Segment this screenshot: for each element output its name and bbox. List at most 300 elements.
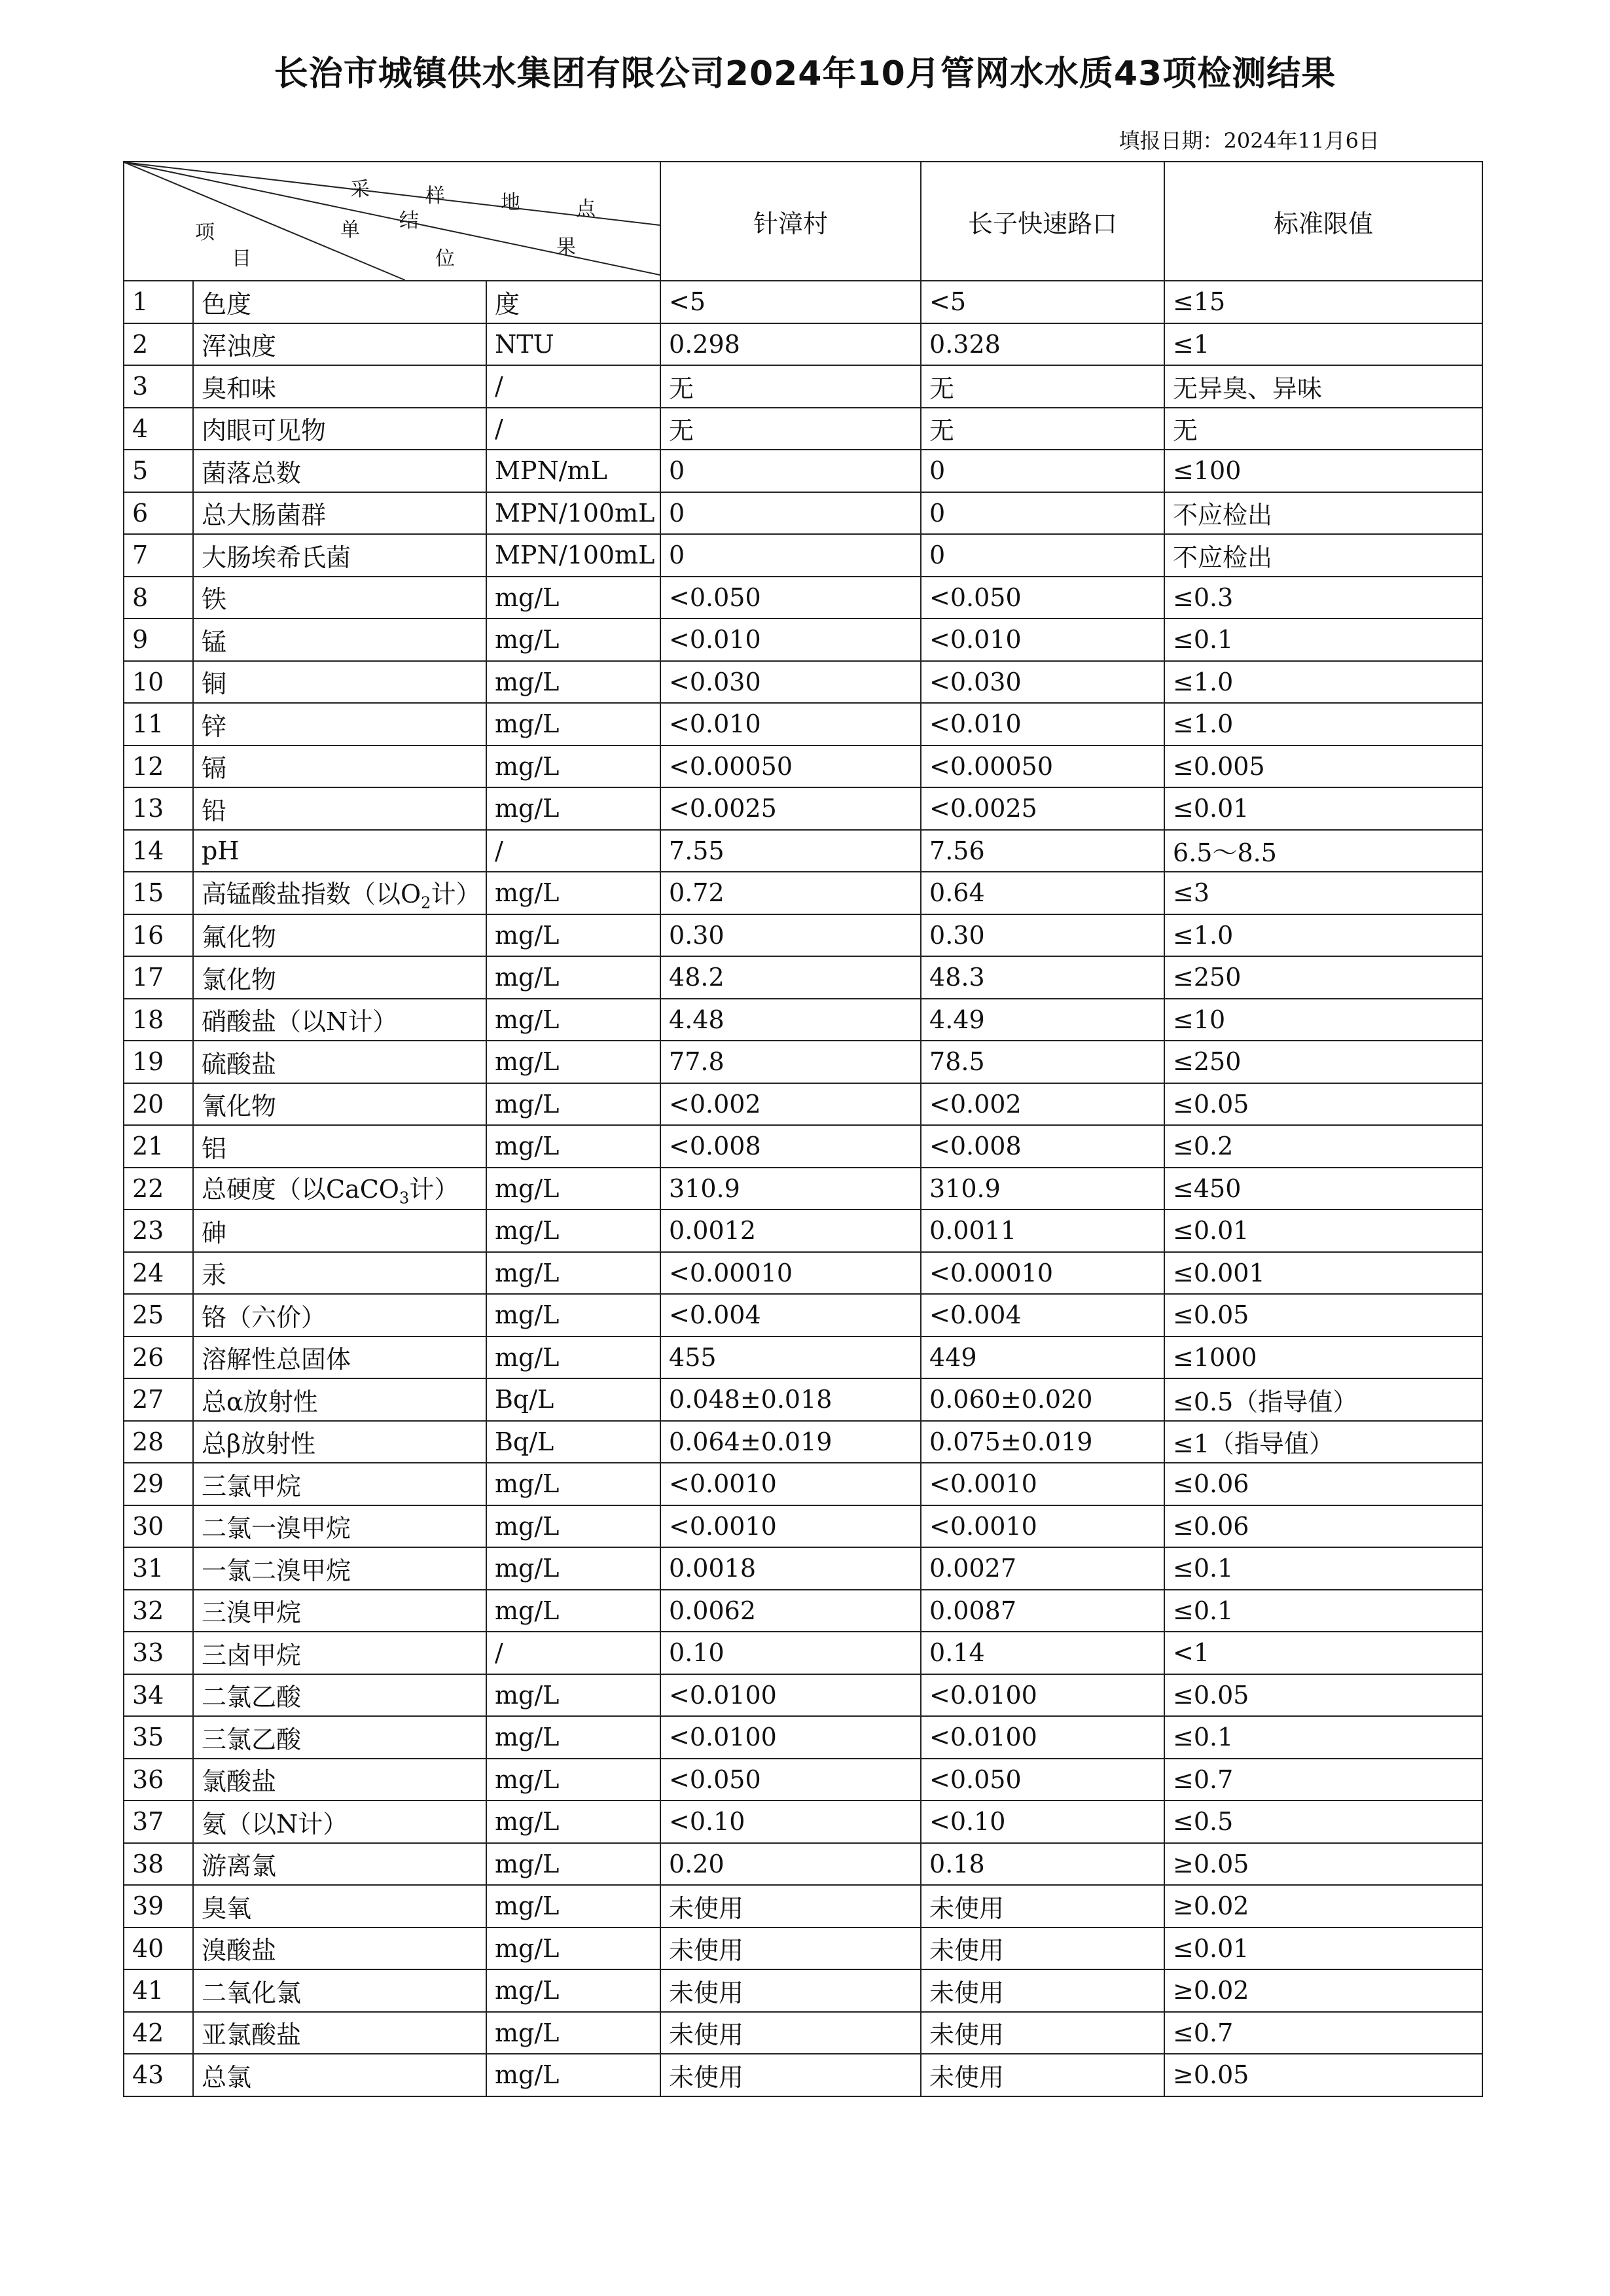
diag-label: 目 (232, 247, 251, 270)
row-number: 18 (124, 999, 193, 1041)
value-site1: 0 (660, 450, 921, 492)
row-number: 31 (124, 1547, 193, 1590)
unit: mg/L (486, 1928, 660, 1970)
item-name: 铁 (193, 577, 486, 619)
table-row (124, 1632, 1482, 1674)
table-row (124, 1759, 1482, 1801)
item-name: 铝 (193, 1125, 486, 1168)
item-name: 氰化物 (193, 1083, 486, 1126)
item-name: 汞 (193, 1252, 486, 1295)
unit: mg/L (486, 1590, 660, 1632)
standard-limit: 6.5～8.5 (1164, 830, 1482, 872)
row-number: 4 (124, 408, 193, 450)
row-number: 30 (124, 1505, 193, 1548)
value-site2: <0.0010 (921, 1505, 1164, 1548)
row-number: 42 (124, 2012, 193, 2054)
value-site1: 0.048±0.018 (660, 1378, 921, 1421)
row-number: 24 (124, 1252, 193, 1295)
standard-limit: ≤0.05 (1164, 1083, 1482, 1126)
value-site1: 0 (660, 492, 921, 535)
table-row (124, 1125, 1482, 1168)
value-site1: <0.008 (660, 1125, 921, 1168)
item-name: 总β放射性 (193, 1421, 486, 1463)
value-site2: <5 (921, 281, 1164, 323)
item-name: 臭和味 (193, 365, 486, 408)
value-site1: <0.0100 (660, 1674, 921, 1717)
unit: / (486, 408, 660, 450)
item-name: 二氯一溴甲烷 (193, 1505, 486, 1548)
table-row (124, 1590, 1482, 1632)
value-site2: 0.30 (921, 914, 1164, 957)
item-name: 三氯乙酸 (193, 1716, 486, 1759)
value-site2: <0.00050 (921, 745, 1164, 788)
row-number: 40 (124, 1928, 193, 1970)
value-site1: <0.10 (660, 1801, 921, 1843)
item-name: 二氧化氯 (193, 1969, 486, 2012)
item-name: 铅 (193, 787, 486, 830)
value-site2: 0.0011 (921, 1210, 1164, 1252)
unit: / (486, 1632, 660, 1674)
row-number: 17 (124, 956, 193, 999)
standard-limit: ≤0.7 (1164, 1759, 1482, 1801)
value-site2: 0.075±0.019 (921, 1421, 1164, 1463)
standard-limit: ≤0.06 (1164, 1505, 1482, 1548)
row-number: 14 (124, 830, 193, 872)
row-number: 1 (124, 281, 193, 323)
row-number: 12 (124, 745, 193, 788)
table-row (124, 1421, 1482, 1463)
row-number: 25 (124, 1294, 193, 1336)
value-site1: 0.30 (660, 914, 921, 957)
value-site1: 0.0018 (660, 1547, 921, 1590)
table-row (124, 2012, 1482, 2054)
unit: mg/L (486, 1885, 660, 1928)
item-name: 氟化物 (193, 914, 486, 957)
row-number: 32 (124, 1590, 193, 1632)
item-name: 色度 (193, 281, 486, 323)
value-site2: <0.004 (921, 1294, 1164, 1336)
standard-limit: ≤0.01 (1164, 1928, 1482, 1970)
table-row (124, 1168, 1482, 1210)
standard-limit: ≤0.1 (1164, 1590, 1482, 1632)
item-name: 硫酸盐 (193, 1041, 486, 1083)
value-site1: 0.0012 (660, 1210, 921, 1252)
item-name: 菌落总数 (193, 450, 486, 492)
standard-limit: ≤0.1 (1164, 1547, 1482, 1590)
item-name: 硝酸盐（以N计） (193, 999, 486, 1041)
table-row (124, 2054, 1482, 2096)
unit: mg/L (486, 2012, 660, 2054)
results-table (123, 161, 1483, 2097)
value-site2: 0 (921, 492, 1164, 535)
table-row (124, 830, 1482, 872)
unit: mg/L (486, 619, 660, 661)
value-site1: 0 (660, 534, 921, 577)
value-site2: 0.060±0.020 (921, 1378, 1164, 1421)
value-site1: 310.9 (660, 1168, 921, 1210)
unit: / (486, 830, 660, 872)
item-name: 溶解性总固体 (193, 1336, 486, 1379)
row-number: 33 (124, 1632, 193, 1674)
table-row (124, 1378, 1482, 1421)
header-limit: 标准限值 (1164, 162, 1482, 281)
unit: mg/L (486, 1969, 660, 2012)
value-site1: 0.0062 (660, 1590, 921, 1632)
value-site1: 4.48 (660, 999, 921, 1041)
standard-limit: ≤1 (1164, 323, 1482, 366)
standard-limit: ≤10 (1164, 999, 1482, 1041)
table-row (124, 1252, 1482, 1295)
item-name: 二氯乙酸 (193, 1674, 486, 1717)
unit: mg/L (486, 1168, 660, 1210)
item-name: 氨（以N计） (193, 1801, 486, 1843)
standard-limit: ≤100 (1164, 450, 1482, 492)
value-site1: <0.050 (660, 577, 921, 619)
value-site2: <0.008 (921, 1125, 1164, 1168)
standard-limit: ≤0.01 (1164, 787, 1482, 830)
value-site2: <0.010 (921, 703, 1164, 745)
standard-limit: 不应检出 (1164, 534, 1482, 577)
value-site1: 未使用 (660, 1928, 921, 1970)
table-row (124, 1928, 1482, 1970)
item-name: 总氯 (193, 2054, 486, 2096)
table-row (124, 1843, 1482, 1886)
value-site1: <0.002 (660, 1083, 921, 1126)
standard-limit: ≤1.0 (1164, 661, 1482, 704)
table-row (124, 787, 1482, 830)
row-number: 15 (124, 872, 193, 914)
row-number: 34 (124, 1674, 193, 1717)
header-site1: 针漳村 (660, 162, 921, 281)
item-name: 锰 (193, 619, 486, 661)
value-site2: <0.050 (921, 577, 1164, 619)
diag-label: 结 (399, 209, 419, 232)
item-name: 总硬度（以CaCO$_3$计） (193, 1168, 486, 1210)
standard-limit: ≤0.2 (1164, 1125, 1482, 1168)
table-row (124, 1041, 1482, 1083)
value-site2: 0 (921, 450, 1164, 492)
unit: MPN/100mL (486, 534, 660, 577)
table-row (124, 914, 1482, 957)
row-number: 29 (124, 1463, 193, 1505)
value-site1: 0.20 (660, 1843, 921, 1886)
value-site1: 0.298 (660, 323, 921, 366)
value-site2: 无 (921, 365, 1164, 408)
diag-label: 样 (425, 185, 445, 207)
value-site2: <0.010 (921, 619, 1164, 661)
value-site2: 78.5 (921, 1041, 1164, 1083)
row-number: 8 (124, 577, 193, 619)
table-row (124, 365, 1482, 408)
diag-label: 果 (556, 236, 576, 259)
value-site2: <0.00010 (921, 1252, 1164, 1295)
item-name: 一氯二溴甲烷 (193, 1547, 486, 1590)
diag-label: 地 (501, 191, 520, 214)
row-number: 22 (124, 1168, 193, 1210)
value-site2: 未使用 (921, 2054, 1164, 2096)
standard-limit: ≤0.01 (1164, 1210, 1482, 1252)
value-site2: <0.10 (921, 1801, 1164, 1843)
table-row (124, 577, 1482, 619)
unit: mg/L (486, 1759, 660, 1801)
table-row (124, 281, 1482, 323)
value-site2: <0.0100 (921, 1716, 1164, 1759)
value-site1: 未使用 (660, 1885, 921, 1928)
value-site1: <0.00010 (660, 1252, 921, 1295)
unit: mg/L (486, 1505, 660, 1548)
value-site1: <0.0025 (660, 787, 921, 830)
value-site1: <5 (660, 281, 921, 323)
page-title: 长治市城镇供水集团有限公司2024年10月管网水水质43项检测结果 (274, 54, 1336, 94)
row-number: 28 (124, 1421, 193, 1463)
unit: mg/L (486, 872, 660, 914)
value-site1: 0.064±0.019 (660, 1421, 921, 1463)
standard-limit: ≥0.05 (1164, 2054, 1482, 2096)
header-site2: 长子快速路口 (921, 162, 1164, 281)
unit: mg/L (486, 745, 660, 788)
standard-limit: ≤1.0 (1164, 703, 1482, 745)
table-row (124, 661, 1482, 704)
item-name: 臭氧 (193, 1885, 486, 1928)
unit: mg/L (486, 999, 660, 1041)
value-site1: 455 (660, 1336, 921, 1379)
unit: mg/L (486, 1083, 660, 1126)
standard-limit: ≤0.1 (1164, 1716, 1482, 1759)
row-number: 35 (124, 1716, 193, 1759)
item-name: 氯酸盐 (193, 1759, 486, 1801)
table-row (124, 1969, 1482, 2012)
row-number: 27 (124, 1378, 193, 1421)
standard-limit: ≤450 (1164, 1168, 1482, 1210)
unit: mg/L (486, 1336, 660, 1379)
table-row (124, 323, 1482, 366)
table-row (124, 1801, 1482, 1843)
standard-limit: ≤1000 (1164, 1336, 1482, 1379)
table-row (124, 1885, 1482, 1928)
row-number: 43 (124, 2054, 193, 2096)
table-row (124, 872, 1482, 914)
unit: mg/L (486, 1210, 660, 1252)
item-name: 总大肠菌群 (193, 492, 486, 535)
standard-limit: 无异臭、异味 (1164, 365, 1482, 408)
value-site1: 未使用 (660, 1969, 921, 2012)
row-number: 26 (124, 1336, 193, 1379)
value-site1: <0.010 (660, 619, 921, 661)
row-number: 10 (124, 661, 193, 704)
unit: mg/L (486, 1041, 660, 1083)
unit: mg/L (486, 1463, 660, 1505)
standard-limit: ≤15 (1164, 281, 1482, 323)
row-number: 6 (124, 492, 193, 535)
unit: mg/L (486, 1252, 660, 1295)
value-site1: <0.050 (660, 1759, 921, 1801)
table-row (124, 534, 1482, 577)
table-row (124, 1210, 1482, 1252)
row-number: 41 (124, 1969, 193, 2012)
standard-limit: ≤1（指导值） (1164, 1421, 1482, 1463)
item-name: 三卤甲烷 (193, 1632, 486, 1674)
standard-limit: ≤0.7 (1164, 2012, 1482, 2054)
item-name: 溴酸盐 (193, 1928, 486, 1970)
value-site1: 无 (660, 365, 921, 408)
row-number: 13 (124, 787, 193, 830)
item-name: 总α放射性 (193, 1378, 486, 1421)
value-site2: <0.0100 (921, 1674, 1164, 1717)
item-name: 三氯甲烷 (193, 1463, 486, 1505)
value-site1: 0.72 (660, 872, 921, 914)
table-row (124, 1336, 1482, 1379)
value-site2: 0.18 (921, 1843, 1164, 1886)
unit: mg/L (486, 661, 660, 704)
unit: mg/L (486, 956, 660, 999)
unit: mg/L (486, 1294, 660, 1336)
value-site1: 48.2 (660, 956, 921, 999)
item-name: 铬（六价） (193, 1294, 486, 1336)
diagonal-header-cell (124, 162, 660, 281)
row-number: 38 (124, 1843, 193, 1886)
value-site2: <0.050 (921, 1759, 1164, 1801)
standard-limit: ≤0.06 (1164, 1463, 1482, 1505)
unit: 度 (486, 281, 660, 323)
table-row (124, 408, 1482, 450)
standard-limit: ≤0.1 (1164, 619, 1482, 661)
value-site2: 310.9 (921, 1168, 1164, 1210)
unit: mg/L (486, 1716, 660, 1759)
unit: MPN/mL (486, 450, 660, 492)
row-number: 20 (124, 1083, 193, 1126)
table-row (124, 956, 1482, 999)
item-name: 高锰酸盐指数（以$O_2$计） (193, 872, 486, 914)
value-site2: 0.0087 (921, 1590, 1164, 1632)
value-site1: 未使用 (660, 2054, 921, 2096)
value-site2: 未使用 (921, 2012, 1164, 2054)
row-number: 11 (124, 703, 193, 745)
table-row (124, 450, 1482, 492)
table-row (124, 1674, 1482, 1717)
standard-limit: ≤250 (1164, 956, 1482, 999)
table-row (124, 745, 1482, 788)
table-row (124, 1083, 1482, 1126)
row-number: 23 (124, 1210, 193, 1252)
unit: mg/L (486, 787, 660, 830)
value-site1: <0.004 (660, 1294, 921, 1336)
standard-limit: ≤0.005 (1164, 745, 1482, 788)
value-site2: <0.030 (921, 661, 1164, 704)
value-site2: 449 (921, 1336, 1164, 1379)
table-row (124, 1463, 1482, 1505)
row-number: 21 (124, 1125, 193, 1168)
value-site2: <0.0010 (921, 1463, 1164, 1505)
value-site1: <0.0010 (660, 1463, 921, 1505)
value-site2: 0.328 (921, 323, 1164, 366)
diag-label: 点 (576, 198, 596, 221)
unit: mg/L (486, 1125, 660, 1168)
standard-limit: 不应检出 (1164, 492, 1482, 535)
item-name: 氯化物 (193, 956, 486, 999)
value-site1: 0.10 (660, 1632, 921, 1674)
value-site1: 7.55 (660, 830, 921, 872)
unit: / (486, 365, 660, 408)
item-name: 大肠埃希氏菌 (193, 534, 486, 577)
diag-label: 项 (195, 221, 215, 244)
unit: mg/L (486, 1674, 660, 1717)
value-site2: 0.14 (921, 1632, 1164, 1674)
value-site2: <0.002 (921, 1083, 1164, 1126)
value-site2: 未使用 (921, 1969, 1164, 2012)
row-number: 39 (124, 1885, 193, 1928)
value-site2: 7.56 (921, 830, 1164, 872)
value-site1: <0.010 (660, 703, 921, 745)
unit: MPN/100mL (486, 492, 660, 535)
row-number: 9 (124, 619, 193, 661)
unit: mg/L (486, 703, 660, 745)
table-row (124, 619, 1482, 661)
value-site2: 48.3 (921, 956, 1164, 999)
item-name: 镉 (193, 745, 486, 788)
standard-limit: ≤0.05 (1164, 1674, 1482, 1717)
item-name: 锌 (193, 703, 486, 745)
row-number: 19 (124, 1041, 193, 1083)
standard-limit: ≤250 (1164, 1041, 1482, 1083)
value-site1: <0.030 (660, 661, 921, 704)
unit: mg/L (486, 1843, 660, 1886)
row-number: 16 (124, 914, 193, 957)
standard-limit: ≤0.001 (1164, 1252, 1482, 1295)
item-name: 浑浊度 (193, 323, 486, 366)
item-name: 铜 (193, 661, 486, 704)
value-site2: 0 (921, 534, 1164, 577)
unit: Bq/L (486, 1421, 660, 1463)
value-site2: 0.0027 (921, 1547, 1164, 1590)
diag-label: 位 (435, 247, 455, 270)
table-header-row (124, 162, 1482, 281)
value-site1: 未使用 (660, 2012, 921, 2054)
unit: mg/L (486, 2054, 660, 2096)
value-site2: <0.0025 (921, 787, 1164, 830)
table-row (124, 703, 1482, 745)
value-site2: 未使用 (921, 1928, 1164, 1970)
row-number: 7 (124, 534, 193, 577)
standard-limit: 无 (1164, 408, 1482, 450)
unit: mg/L (486, 914, 660, 957)
standard-limit: ≤0.5（指导值） (1164, 1378, 1482, 1421)
table-row (124, 492, 1482, 535)
table-row (124, 1505, 1482, 1548)
item-name: 砷 (193, 1210, 486, 1252)
unit: mg/L (486, 1547, 660, 1590)
standard-limit: ≥0.05 (1164, 1843, 1482, 1886)
value-site1: <0.0010 (660, 1505, 921, 1548)
diag-label: 采 (350, 178, 370, 201)
row-number: 37 (124, 1801, 193, 1843)
value-site2: 0.64 (921, 872, 1164, 914)
unit: NTU (486, 323, 660, 366)
value-site2: 4.49 (921, 999, 1164, 1041)
item-name: pH (193, 830, 486, 872)
standard-limit: ≥0.02 (1164, 1885, 1482, 1928)
standard-limit: ≤0.3 (1164, 577, 1482, 619)
standard-limit: ≤0.05 (1164, 1294, 1482, 1336)
diag-label: 单 (340, 219, 360, 242)
fill-date: 填报日期：2024年11月6日 (1118, 128, 1380, 153)
row-number: 3 (124, 365, 193, 408)
standard-limit: ≤0.5 (1164, 1801, 1482, 1843)
standard-limit: ≥0.02 (1164, 1969, 1482, 2012)
row-number: 2 (124, 323, 193, 366)
unit: mg/L (486, 1801, 660, 1843)
standard-limit: <1 (1164, 1632, 1482, 1674)
value-site1: <0.00050 (660, 745, 921, 788)
